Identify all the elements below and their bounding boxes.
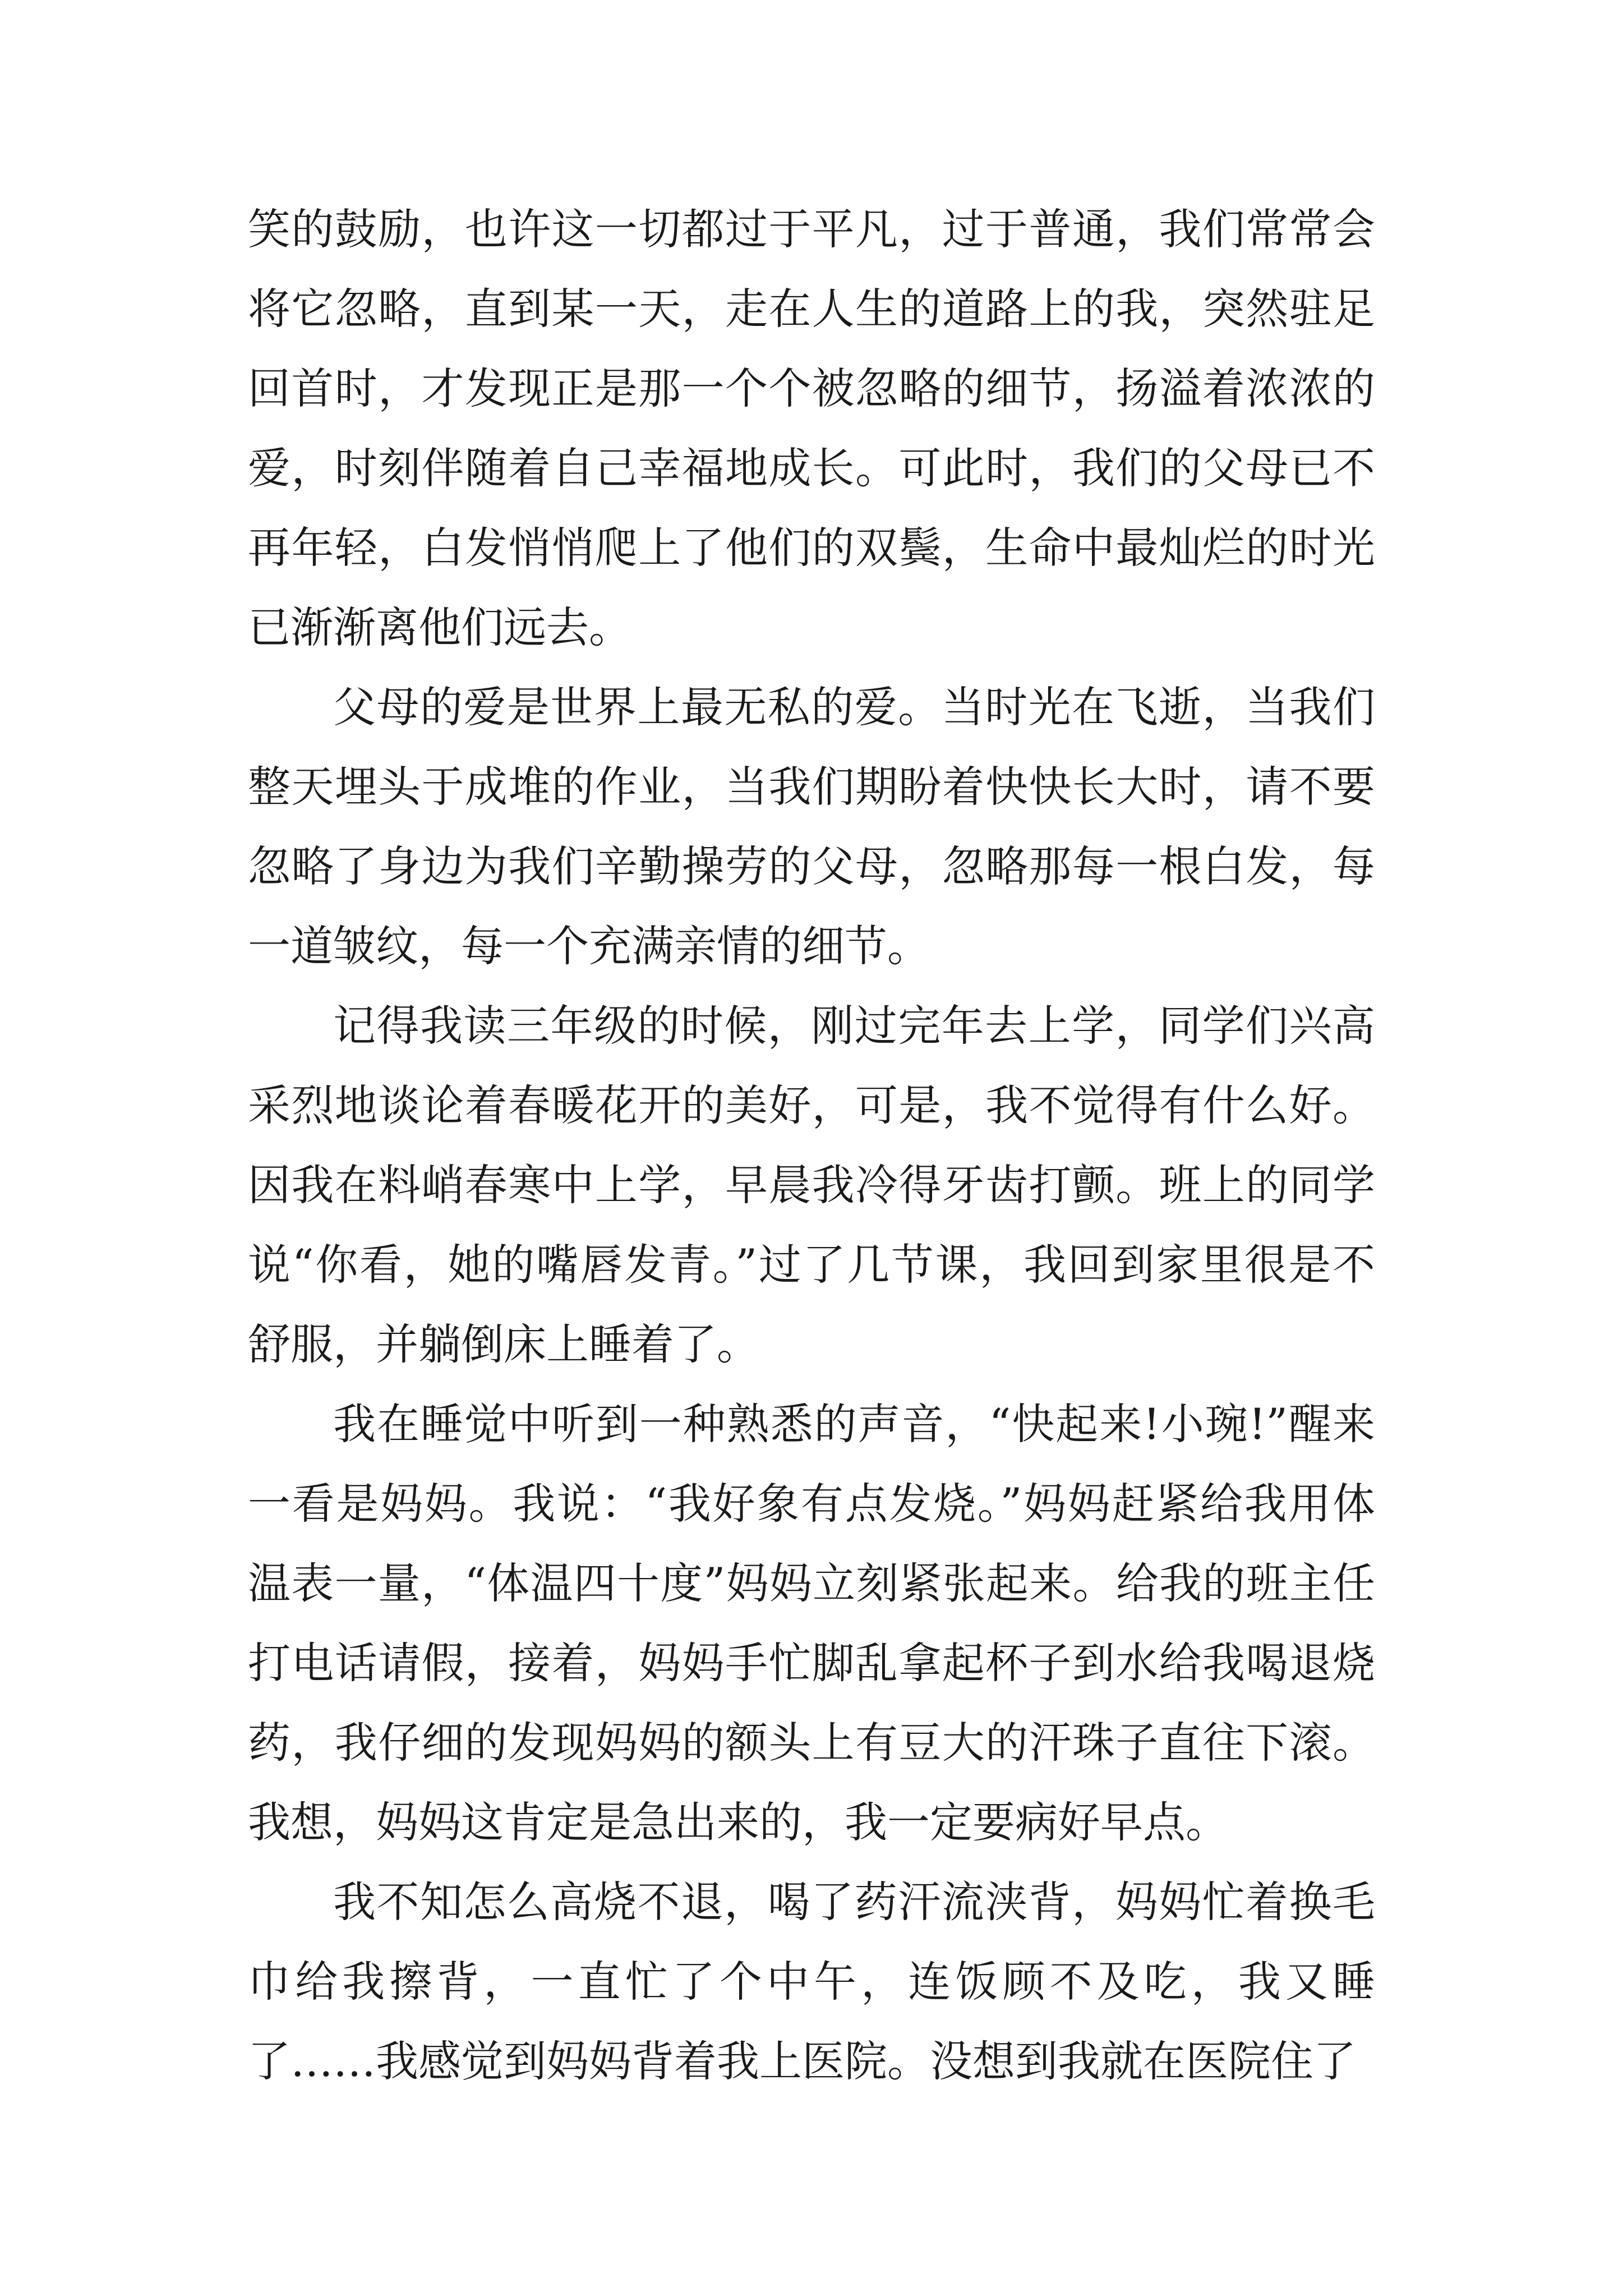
- paragraph-parents-love: 父母的爱是世界上最无私的爱。当时光在飞逝，当我们整天埋头于成堆的作业，当我们期盼着快快长大时，请不要忽略了身边为我们辛勤操劳的父母，忽略那每一根白发，每一道皱纹，每一个充满亲情的细节。: [248, 682, 1375, 971]
- paragraph-third-grade-memory: 记得我读三年级的时候，刚过完年去上学，同学们兴高采烈地谈论着春暖花开的美好，可是，我不觉得有什么好。因我在料峭春寒中上学，早晨我冷得牙齿打颤。班上的同学说“你看，她的嘴唇发青。”过了几节课，我回到家里很是不舒服，并躺倒床上睡着了。: [248, 1001, 1375, 1369]
- paragraph-mother-wakes-me: 我在睡觉中听到一种熟悉的声音，“快起来!小琬!”醒来一看是妈妈。我说：“我好象有点发烧。”妈妈赶紧给我用体温表一量，“体温四十度”妈妈立刻紧张起来。给我的班主任打电话请假，接着，妈妈手忙脚乱拿起杯子到水给我喝退烧药，我仔细的发现妈妈的额头上有豆大的汗珠子直往下滚。我想，妈妈这肯定是急出来的，我一定要病好早点。: [248, 1399, 1375, 1847]
- essay-body: [248, 190, 1375, 2101]
- paragraph-continuation: 笑的鼓励，也许这一切都过于平凡，过于普通，我们常常会将它忽略，直到某一天，走在人生的道路上的我，突然驻足回首时，才发现正是那一个个被忽略的细节，扬溢着浓浓的爱，时刻伴随着自己幸福地成长。可此时，我们的父母已不再年轻，白发悄悄爬上了他们的双鬓，生命中最灿烂的时光已渐渐离他们远去。: [248, 204, 1375, 652]
- paragraph-hospital: 我不知怎么高烧不退，喝了药汗流浃背，妈妈忙着换毛巾给我擦背，一直忙了个中午，连饭顾不及吃，我又睡了……我感觉到妈妈背着我上医院。没想到我就在医院住了: [248, 1877, 1375, 2086]
